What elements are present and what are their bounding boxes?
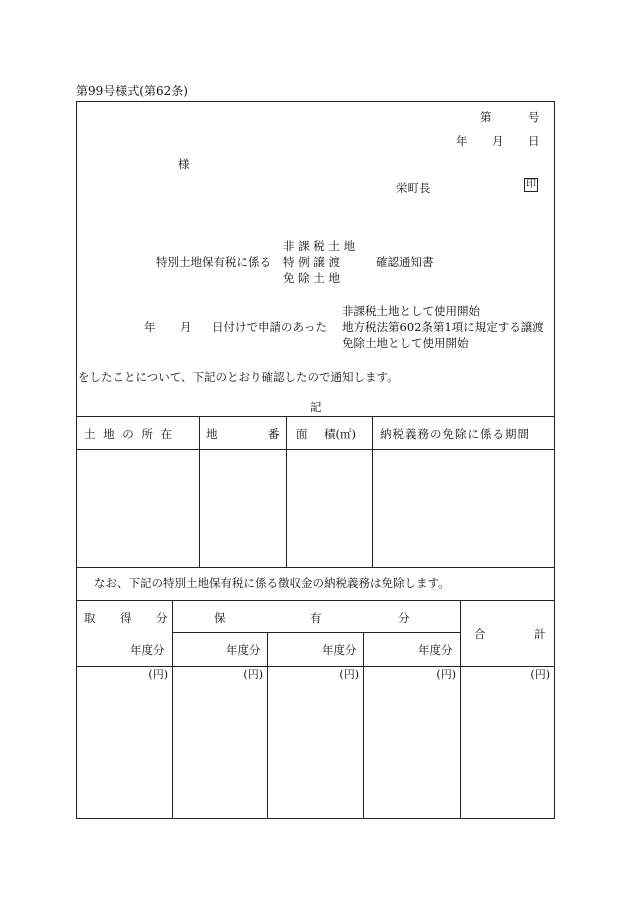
- date-day: 日: [528, 134, 540, 148]
- table1-top-rule: [76, 416, 555, 417]
- col-exemption-period: 納税義務の免除に係る期間: [380, 427, 530, 441]
- holding-fiscal-year-2: 年度分: [322, 643, 357, 657]
- title-suffix: 確認通知書: [376, 255, 434, 269]
- table2-top-rule: [76, 600, 555, 601]
- col-lot-number-b: 番: [268, 427, 280, 441]
- acquisition-label-b: 得: [120, 611, 132, 625]
- acquisition-label-a: 取: [84, 611, 96, 625]
- title-option-nontaxable: 非 課 税 土 地: [283, 239, 356, 253]
- total-label-b: 計: [534, 627, 546, 641]
- acquisition-fiscal-year: 年度分: [130, 643, 165, 657]
- yen-unit-holding-1: (円): [243, 668, 263, 681]
- seal-mark: 印: [526, 179, 536, 190]
- ki-label: 記: [310, 400, 322, 414]
- table1-vline-3: [372, 416, 373, 567]
- date-year: 年: [456, 134, 468, 148]
- table1-bottom-rule: [76, 567, 555, 568]
- table2-header-rule: [76, 666, 555, 667]
- number-suffix: 号: [528, 110, 540, 124]
- table2-vline-1: [172, 600, 173, 819]
- table2-vline-3: [363, 632, 364, 819]
- total-label-a: 合: [474, 627, 486, 641]
- addressee-honorific: 様: [178, 157, 190, 171]
- holding-fiscal-year-1: 年度分: [226, 643, 261, 657]
- col-land-location: 土 地 の 所 在: [84, 427, 175, 441]
- form-frame: [76, 101, 555, 819]
- holding-label-c: 分: [398, 611, 410, 625]
- acquisition-label-c: 分: [156, 611, 168, 625]
- table1-header-rule: [76, 449, 555, 450]
- yen-unit-total: (円): [530, 668, 550, 681]
- col-area-b: 積(㎡): [324, 427, 356, 441]
- issuer-name: 栄町長: [396, 181, 431, 195]
- title-option-exempt: 免 除 土 地: [283, 271, 340, 285]
- title-prefix: 特別土地保有税に係る: [156, 255, 271, 269]
- col-lot-number-a: 地: [206, 427, 218, 441]
- exemption-notice: なお、下記の特別土地保有税に係る徴収金の納税義務は免除します。: [94, 576, 450, 590]
- application-option-1: 非課税土地として使用開始: [342, 304, 480, 318]
- application-month: 月: [180, 320, 192, 334]
- body-text: をしたことについて、下記のとおり確認したので通知します。: [78, 370, 399, 384]
- table1-vline-2: [286, 416, 287, 567]
- table2-vline-2: [267, 632, 268, 819]
- holding-fiscal-year-3: 年度分: [418, 643, 453, 657]
- table2-holding-rule: [172, 632, 460, 633]
- yen-unit-holding-3: (円): [436, 668, 456, 681]
- holding-label-a: 保: [214, 611, 226, 625]
- application-year: 年: [144, 320, 156, 334]
- number-prefix: 第: [480, 110, 492, 124]
- date-month: 月: [492, 134, 504, 148]
- form-number-label: 第99号様式(第62条): [76, 84, 188, 98]
- application-prefix: 日付けで申請のあった: [212, 320, 327, 334]
- col-area-a: 面: [296, 427, 308, 441]
- application-option-2: 地方税法第602条第1項に規定する譲渡: [342, 320, 544, 334]
- title-option-special-transfer: 特 例 譲 渡: [283, 255, 340, 269]
- application-option-3: 免除土地として使用開始: [342, 336, 469, 350]
- holding-label-b: 有: [310, 611, 322, 625]
- yen-unit-holding-2: (円): [339, 668, 359, 681]
- table2-vline-4: [460, 600, 461, 819]
- yen-unit-acquisition: (円): [148, 668, 168, 681]
- table1-vline-1: [199, 416, 200, 567]
